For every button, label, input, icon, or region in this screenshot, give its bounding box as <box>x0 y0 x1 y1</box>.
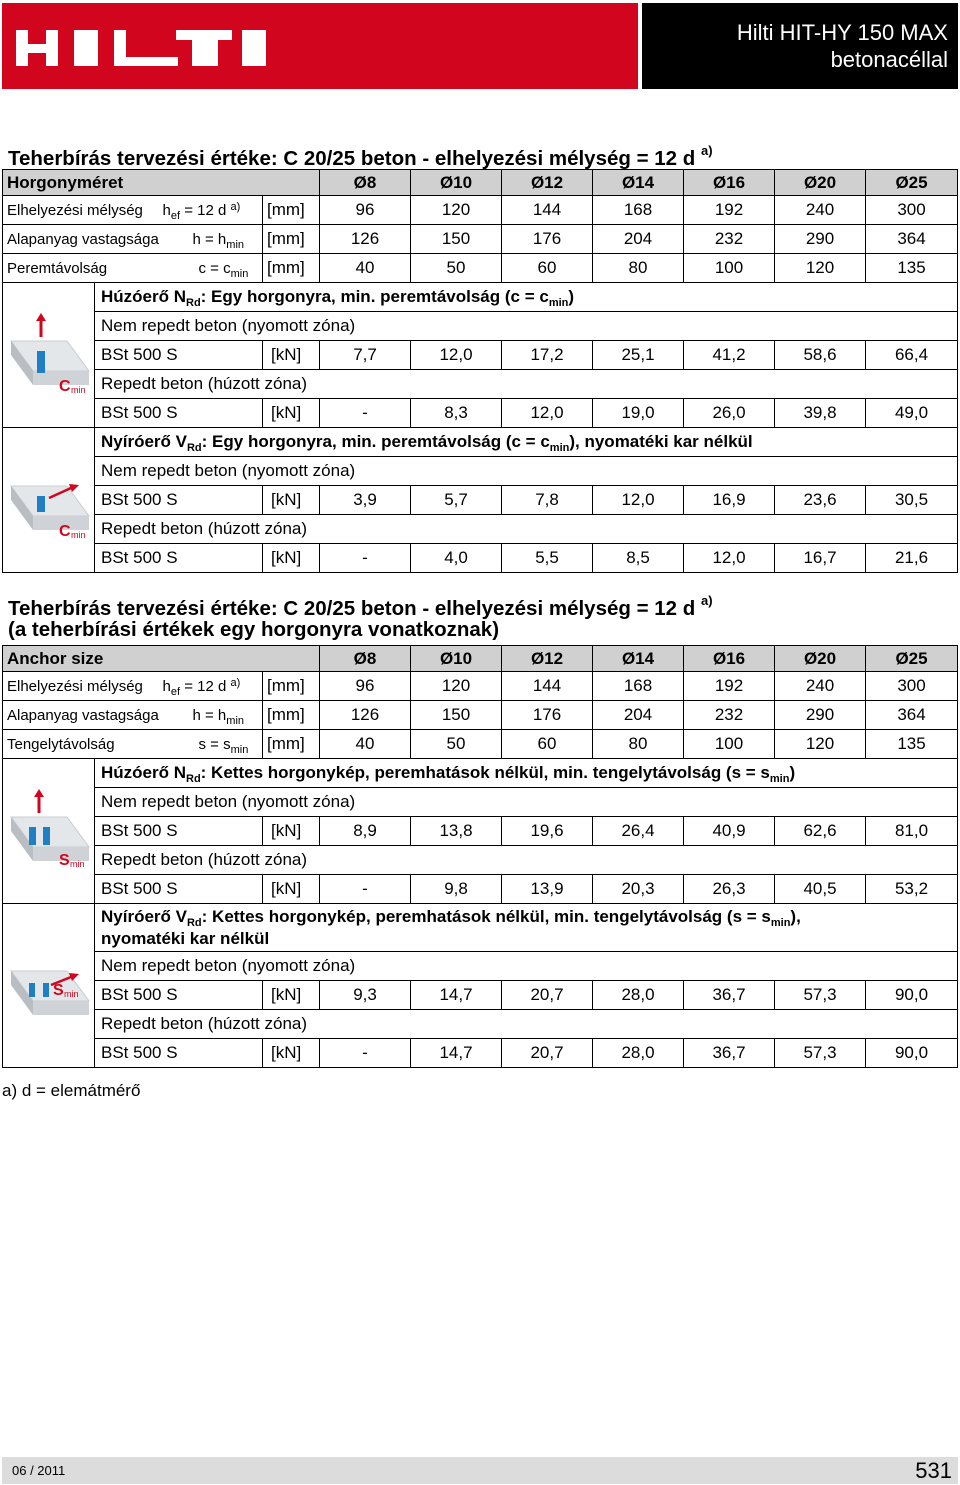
uncracked-label: Nem repedt beton (nyomott zóna) <box>95 312 958 341</box>
shear-diagram <box>3 428 95 573</box>
product-title-line2: betonacéllal <box>830 47 948 72</box>
value-cell: 290 <box>775 225 866 254</box>
resistance-row <box>3 341 958 370</box>
anchor-shear-edge-icon <box>7 456 91 540</box>
value-cell: 26,0 <box>684 399 775 428</box>
value-cell: 40 <box>320 254 411 283</box>
svg-text:C: C <box>58 377 71 395</box>
value-cell: 192 <box>684 196 775 225</box>
value-cell: 60 <box>502 730 593 759</box>
size-cell: Ø16 <box>684 170 775 196</box>
param-label: Alapanyag vastagsága <box>7 706 159 724</box>
anchor-pair-tension-icon <box>7 787 91 871</box>
page-footer <box>2 1457 958 1484</box>
footnote: a) d = elemátmérő <box>2 1081 141 1100</box>
header-label: Anchor size <box>3 646 320 672</box>
tension-diagram <box>3 283 95 428</box>
value-cell: 4,0 <box>411 544 502 573</box>
value-cell: 50 <box>411 730 502 759</box>
section1-table <box>2 169 958 573</box>
value-cell: 36,7 <box>684 1039 775 1068</box>
value-cell: - <box>320 399 411 428</box>
value-cell: 176 <box>502 225 593 254</box>
value-cell: 300 <box>866 672 958 701</box>
unit: [kN] <box>263 399 320 428</box>
section1-title: Teherbírás tervezési értéke: C 20/25 beton - elhelyezési mélység = 12 d $^{a)}$ <box>8 143 713 170</box>
value-cell: 5,7 <box>411 486 502 515</box>
unit: [kN] <box>263 544 320 573</box>
value-cell: 8,9 <box>320 817 411 846</box>
svg-text:min: min <box>70 384 86 395</box>
value-cell: 40 <box>320 730 411 759</box>
shear-diagram <box>3 904 95 1068</box>
value-cell: 62,6 <box>775 817 866 846</box>
uncracked-label: Nem repedt beton (nyomott zóna) <box>95 788 958 817</box>
value-cell: 144 <box>502 196 593 225</box>
page-header <box>2 3 958 89</box>
value-cell: 26,3 <box>684 875 775 904</box>
value-cell: 16,7 <box>775 544 866 573</box>
param-unit: [mm] <box>263 225 320 254</box>
value-cell: 36,7 <box>684 981 775 1010</box>
value-cell: 176 <box>502 701 593 730</box>
unit: [kN] <box>263 981 320 1010</box>
value-cell: 240 <box>775 672 866 701</box>
value-cell: 120 <box>411 196 502 225</box>
resistance-row <box>3 981 958 1010</box>
param-label: Elhelyezési mélység <box>7 677 143 695</box>
value-cell: 26,4 <box>593 817 684 846</box>
shear-heading: Nyíróerő $V_{Rd}$: Kettes horgonykép, peremhatások nélkül, min. tengelytávolság $(s = s_{min})$, nyomatéki kar nélkül <box>95 904 958 952</box>
uncracked-label: Nem repedt beton (nyomott zóna) <box>95 952 958 981</box>
value-cell: 9,3 <box>320 981 411 1010</box>
value-cell: 40,5 <box>775 875 866 904</box>
value-cell: 20,7 <box>502 1039 593 1068</box>
value-cell: 50 <box>411 254 502 283</box>
size-cell: Ø20 <box>775 646 866 672</box>
tension-heading: Húzóerő $N_{Rd}$: Egy horgonyra, min. peremtávolság $(c = c_{min})$ <box>95 283 958 312</box>
value-cell: 232 <box>684 225 775 254</box>
svg-text:min: min <box>70 529 86 540</box>
uncracked-label: Nem repedt beton (nyomott zóna) <box>95 457 958 486</box>
size-cell: Ø25 <box>866 170 958 196</box>
value-cell: 40,9 <box>684 817 775 846</box>
value-cell: 12,0 <box>593 486 684 515</box>
value-cell: 3,9 <box>320 486 411 515</box>
cracked-label-row <box>3 515 958 544</box>
value-cell: 57,3 <box>775 981 866 1010</box>
param-unit: [mm] <box>263 254 320 283</box>
value-cell: 120 <box>411 672 502 701</box>
param-label: Peremtávolság <box>7 259 108 277</box>
size-cell: Ø10 <box>411 170 502 196</box>
svg-text:min: min <box>63 989 79 999</box>
value-cell: 100 <box>684 254 775 283</box>
resistance-row <box>3 1039 958 1068</box>
steel-grade: BSt 500 S <box>95 981 263 1010</box>
param-row <box>3 254 958 283</box>
param-symbol: $h_{ef} = 12$ d $^{a)}$ <box>95 672 263 701</box>
value-cell: 14,7 <box>411 1039 502 1068</box>
size-cell: Ø14 <box>593 170 684 196</box>
value-cell: 204 <box>593 225 684 254</box>
value-cell: 20,7 <box>502 981 593 1010</box>
value-cell: 66,4 <box>866 341 958 370</box>
value-cell: 364 <box>866 225 958 254</box>
cracked-label: Repedt beton (húzott zóna) <box>95 370 958 399</box>
steel-grade: BSt 500 S <box>95 544 263 573</box>
cracked-label-row <box>3 1010 958 1039</box>
value-cell: 13,8 <box>411 817 502 846</box>
header-label: Horgonyméret <box>3 170 320 196</box>
value-cell: 39,8 <box>775 399 866 428</box>
value-cell: - <box>320 875 411 904</box>
unit: [kN] <box>263 341 320 370</box>
cracked-label-row <box>3 370 958 399</box>
steel-grade: BSt 500 S <box>95 341 263 370</box>
param-symbol: $h = h_{min}$ <box>95 225 263 254</box>
value-cell: 300 <box>866 196 958 225</box>
tension-heading-row <box>3 759 958 788</box>
value-cell: 53,2 <box>866 875 958 904</box>
value-cell: 150 <box>411 701 502 730</box>
value-cell: 290 <box>775 701 866 730</box>
steel-grade: BSt 500 S <box>95 399 263 428</box>
uncracked-label-row <box>3 788 958 817</box>
size-cell: Ø16 <box>684 646 775 672</box>
param-unit: [mm] <box>263 672 320 701</box>
value-cell: 364 <box>866 701 958 730</box>
value-cell: 5,5 <box>502 544 593 573</box>
section2-title: Teherbírás tervezési értéke: C 20/25 beton - elhelyezési mélység = 12 d $^{a)}$ <box>8 593 713 620</box>
steel-grade: BSt 500 S <box>95 817 263 846</box>
size-cell: Ø12 <box>502 170 593 196</box>
size-cell: Ø14 <box>593 646 684 672</box>
value-cell: 9,8 <box>411 875 502 904</box>
value-cell: 126 <box>320 701 411 730</box>
value-cell: 57,3 <box>775 1039 866 1068</box>
value-cell: 80 <box>593 254 684 283</box>
param-unit: [mm] <box>263 701 320 730</box>
value-cell: 7,7 <box>320 341 411 370</box>
svg-text:C: C <box>58 522 71 540</box>
param-label: Elhelyezési mélység <box>7 201 143 219</box>
value-cell: 96 <box>320 672 411 701</box>
param-symbol: $h_{ef} = 12$ d $^{a)}$ <box>95 196 263 225</box>
resistance-row <box>3 875 958 904</box>
value-cell: 13,9 <box>502 875 593 904</box>
value-cell: 90,0 <box>866 1039 958 1068</box>
value-cell: 204 <box>593 701 684 730</box>
value-cell: 21,6 <box>866 544 958 573</box>
size-cell: Ø12 <box>502 646 593 672</box>
value-cell: 58,6 <box>775 341 866 370</box>
param-row <box>3 225 958 254</box>
value-cell: 60 <box>502 254 593 283</box>
param-row <box>3 701 958 730</box>
tension-heading: Húzóerő $N_{Rd}$: Kettes horgonykép, peremhatások nélkül, min. tengelytávolság $(s = s_{min})$ <box>95 759 958 788</box>
unit: [kN] <box>263 875 320 904</box>
size-cell: Ø25 <box>866 646 958 672</box>
unit: [kN] <box>263 1039 320 1068</box>
param-label: Alapanyag vastagsága <box>7 230 159 248</box>
value-cell: 96 <box>320 196 411 225</box>
size-header-row <box>3 646 958 672</box>
value-cell: 126 <box>320 225 411 254</box>
size-cell: Ø10 <box>411 646 502 672</box>
steel-grade: BSt 500 S <box>95 486 263 515</box>
value-cell: 30,5 <box>866 486 958 515</box>
value-cell: 41,2 <box>684 341 775 370</box>
value-cell: 240 <box>775 196 866 225</box>
resistance-row <box>3 544 958 573</box>
value-cell: 49,0 <box>866 399 958 428</box>
value-cell: 168 <box>593 672 684 701</box>
param-row <box>3 196 958 225</box>
svg-text:min: min <box>69 858 85 869</box>
value-cell: 16,9 <box>684 486 775 515</box>
shear-heading-row <box>3 428 958 457</box>
value-cell: 135 <box>866 254 958 283</box>
unit: [kN] <box>263 486 320 515</box>
section2-table <box>2 645 958 1068</box>
value-cell: 120 <box>775 730 866 759</box>
value-cell: - <box>320 1039 411 1068</box>
shear-heading-row <box>3 904 958 952</box>
shear-heading: Nyíróerő $V_{Rd}$: Egy horgonyra, min. peremtávolság $(c = c_{min})$, nyomatéki kar nélkül <box>95 428 958 457</box>
param-symbol: $h = h_{min}$ <box>95 701 263 730</box>
uncracked-label-row <box>3 457 958 486</box>
param-row <box>3 672 958 701</box>
footer-date: 06 / 2011 <box>12 1463 66 1478</box>
value-cell: 81,0 <box>866 817 958 846</box>
value-cell: 135 <box>866 730 958 759</box>
steel-grade: BSt 500 S <box>95 1039 263 1068</box>
unit: [kN] <box>263 817 320 846</box>
value-cell: 192 <box>684 672 775 701</box>
value-cell: 28,0 <box>593 981 684 1010</box>
param-row <box>3 730 958 759</box>
value-cell: 8,3 <box>411 399 502 428</box>
value-cell: 8,5 <box>593 544 684 573</box>
uncracked-label-row <box>3 312 958 341</box>
value-cell: 7,8 <box>502 486 593 515</box>
value-cell: 80 <box>593 730 684 759</box>
product-title-line1: Hilti HIT-HY 150 MAX <box>736 20 948 45</box>
value-cell: 168 <box>593 196 684 225</box>
hilti-logo <box>2 3 638 89</box>
cracked-label: Repedt beton (húzott zóna) <box>95 515 958 544</box>
svg-text:S: S <box>58 851 70 869</box>
size-cell: Ø20 <box>775 170 866 196</box>
value-cell: - <box>320 544 411 573</box>
hilti-logo-icon <box>16 30 268 66</box>
value-cell: 100 <box>684 730 775 759</box>
value-cell: 144 <box>502 672 593 701</box>
value-cell: 19,6 <box>502 817 593 846</box>
value-cell: 90,0 <box>866 981 958 1010</box>
cracked-label: Repedt beton (húzott zóna) <box>95 846 958 875</box>
value-cell: 23,6 <box>775 486 866 515</box>
svg-text:S: S <box>52 982 64 999</box>
tension-heading-row <box>3 283 958 312</box>
param-symbol: $c = c_{min}$ <box>95 254 263 283</box>
value-cell: 150 <box>411 225 502 254</box>
tension-diagram <box>3 759 95 904</box>
anchor-tension-edge-icon <box>7 311 91 395</box>
uncracked-label-row <box>3 952 958 981</box>
section2-subtitle: (a teherbírási értékek egy horgonyra vonatkoznak) <box>8 618 500 641</box>
size-cell: Ø8 <box>320 646 411 672</box>
value-cell: 12,0 <box>502 399 593 428</box>
param-unit: [mm] <box>263 196 320 225</box>
value-cell: 17,2 <box>502 341 593 370</box>
product-title <box>642 3 958 89</box>
param-unit: [mm] <box>263 730 320 759</box>
value-cell: 12,0 <box>411 341 502 370</box>
param-symbol: $s = s_{min}$ <box>95 730 263 759</box>
value-cell: 19,0 <box>593 399 684 428</box>
size-header-row <box>3 170 958 196</box>
value-cell: 28,0 <box>593 1039 684 1068</box>
resistance-row <box>3 817 958 846</box>
value-cell: 20,3 <box>593 875 684 904</box>
cracked-label-row <box>3 846 958 875</box>
value-cell: 14,7 <box>411 981 502 1010</box>
resistance-row <box>3 399 958 428</box>
value-cell: 120 <box>775 254 866 283</box>
anchor-pair-shear-icon <box>7 941 91 1025</box>
size-cell: Ø8 <box>320 170 411 196</box>
value-cell: 232 <box>684 701 775 730</box>
param-label: Tengelytávolság <box>7 735 115 753</box>
cracked-label: Repedt beton (húzott zóna) <box>95 1010 958 1039</box>
value-cell: 25,1 <box>593 341 684 370</box>
page-number: 531 <box>915 1458 952 1483</box>
steel-grade: BSt 500 S <box>95 875 263 904</box>
value-cell: 12,0 <box>684 544 775 573</box>
resistance-row <box>3 486 958 515</box>
